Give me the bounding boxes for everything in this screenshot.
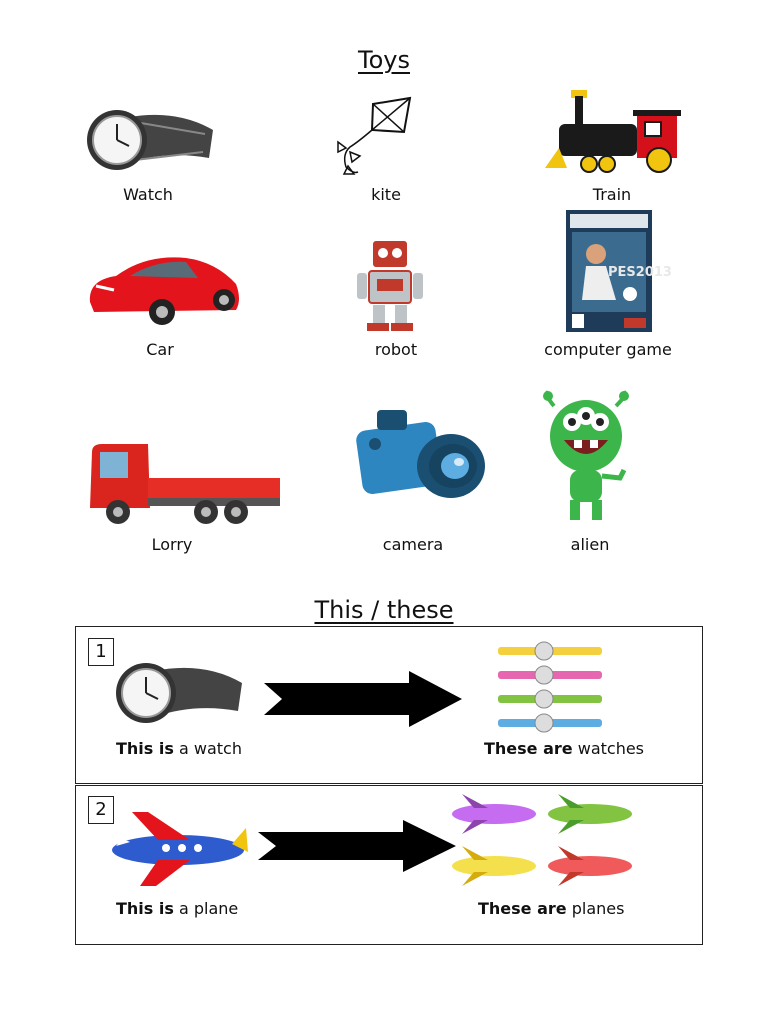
exercise-box-1 bbox=[75, 626, 703, 784]
arrow-icon bbox=[258, 820, 458, 872]
exercise-number: 1 bbox=[88, 638, 114, 666]
watch-icon bbox=[85, 100, 215, 180]
sentence-singular: This is a plane bbox=[116, 899, 239, 918]
toy-label-lorry: Lorry bbox=[151, 535, 193, 554]
toy-label-alien: alien bbox=[570, 535, 610, 554]
toy-label-kite: kite bbox=[371, 185, 401, 204]
exercise-number: 2 bbox=[88, 796, 114, 824]
toy-label-camera: camera bbox=[382, 535, 444, 554]
game-box-text: PES2013 bbox=[608, 265, 672, 280]
sentence-singular: This is a watch bbox=[116, 739, 242, 758]
kite-icon bbox=[328, 92, 418, 182]
toy-label-car: Car bbox=[146, 340, 174, 359]
exercise-box-2 bbox=[75, 785, 703, 945]
toy-label-train: Train bbox=[592, 185, 632, 204]
watch-icon bbox=[114, 655, 244, 731]
sentence-plural: These are planes bbox=[478, 899, 625, 918]
toy-label-computer-game: computer game bbox=[544, 340, 672, 359]
planes-icon bbox=[448, 788, 638, 892]
arrow-icon bbox=[264, 671, 464, 727]
alien-icon bbox=[540, 392, 632, 524]
car-icon bbox=[86, 250, 242, 330]
plane-icon bbox=[106, 808, 248, 888]
watches-icon bbox=[494, 637, 606, 733]
game-box-icon bbox=[566, 210, 672, 332]
toy-label-robot: robot bbox=[374, 340, 418, 359]
toys-title: Toys bbox=[358, 46, 410, 74]
robot-icon bbox=[355, 237, 425, 333]
toy-label-watch: Watch bbox=[123, 185, 173, 204]
train-icon bbox=[545, 86, 680, 176]
camera-icon bbox=[355, 404, 491, 504]
lorry-icon bbox=[88, 438, 282, 526]
section-title-this-these: This / these bbox=[314, 596, 454, 624]
sentence-plural: These are watches bbox=[484, 739, 645, 758]
